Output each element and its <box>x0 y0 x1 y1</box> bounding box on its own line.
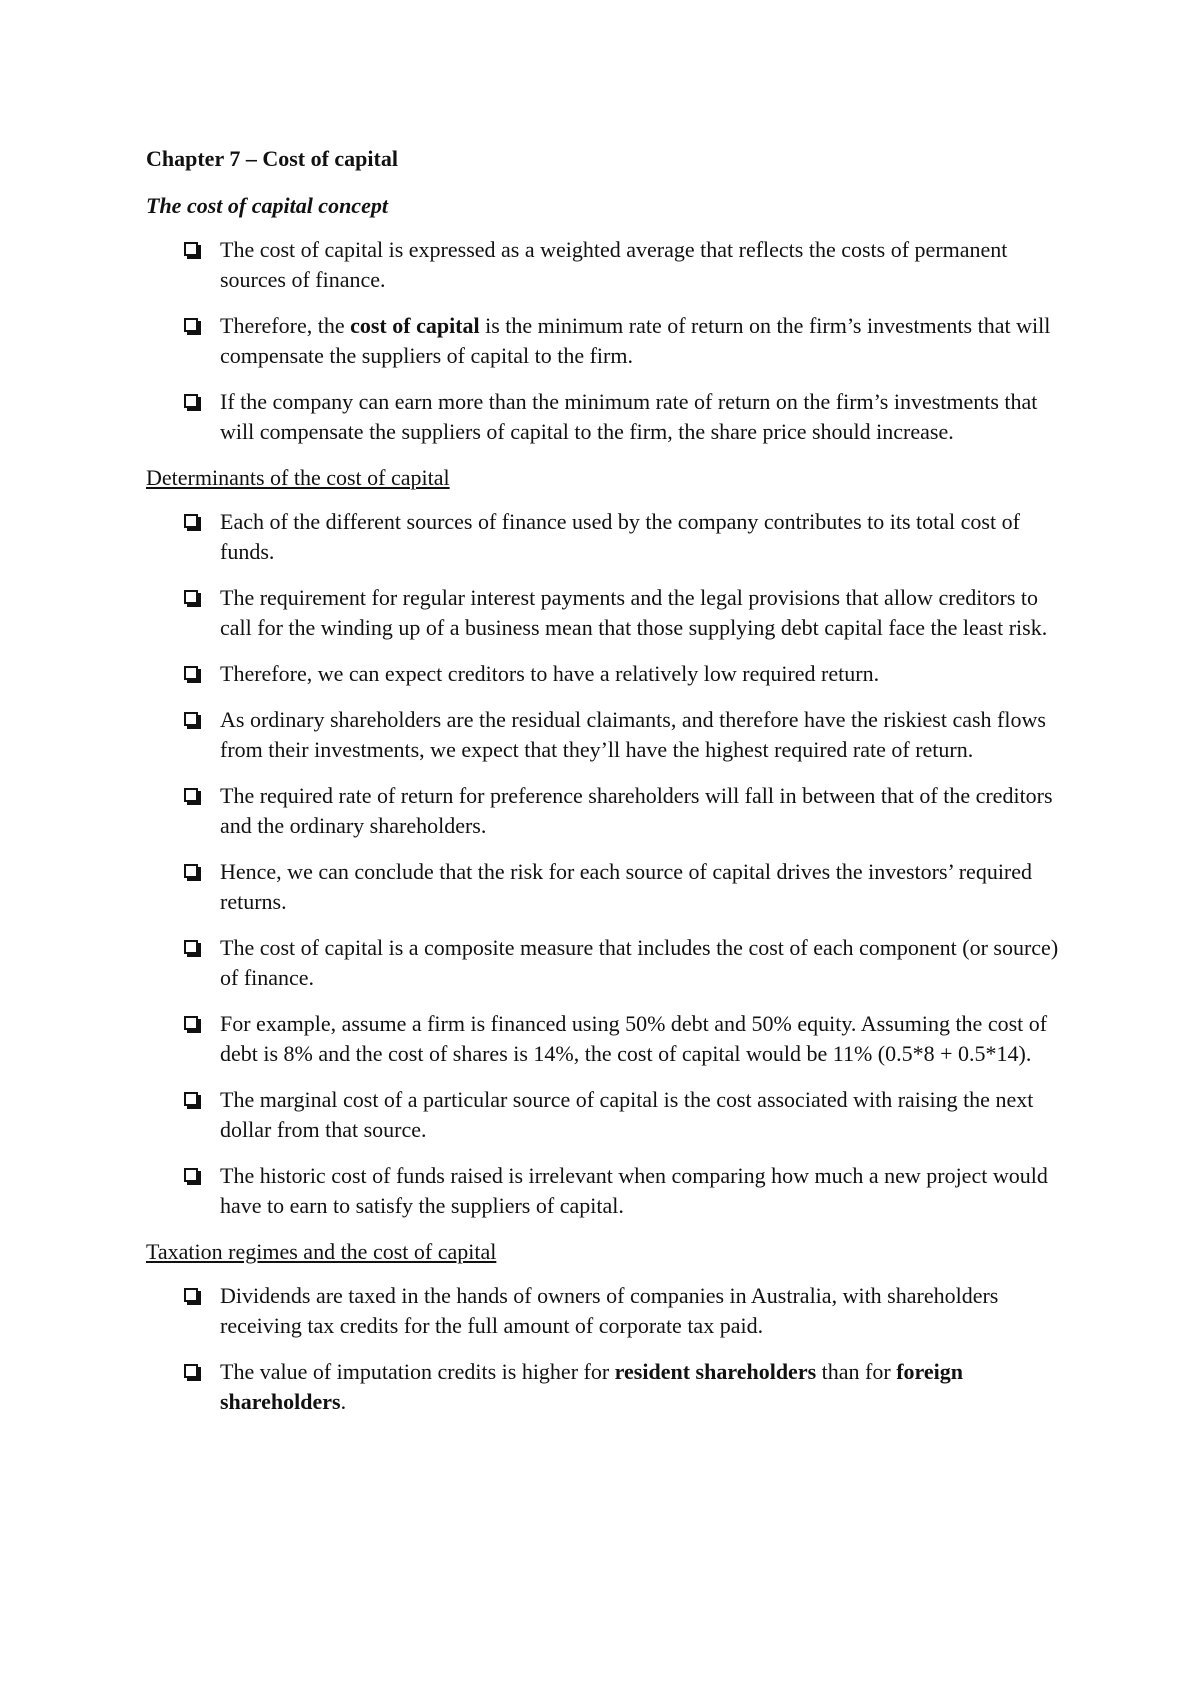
bullet-text: Therefore, the <box>220 313 351 338</box>
bold-term-resident-shareholders: resident shareholders <box>614 1359 817 1384</box>
bullet-text: Therefore, we can expect creditors to have a relatively low required return. <box>220 661 880 686</box>
section-heading-cost-of-capital-concept: The cost of capital concept <box>146 193 388 218</box>
bullet-text: Each of the different sources of finance used by the company contributes to its total cost of funds. <box>220 509 1020 564</box>
list-item <box>146 311 1066 371</box>
checkbox-bullet-icon <box>184 1288 198 1302</box>
section-heading-taxation-regimes: Taxation regimes and the cost of capital <box>146 1239 497 1264</box>
list-item <box>146 659 1066 689</box>
checkbox-bullet-icon <box>184 242 198 256</box>
bullet-text: The requirement for regular interest payments and the legal provisions that allow creditors to call for the winding up of a business mean that those supplying debt capital face the least risk. <box>220 585 1048 640</box>
bullet-text: The historic cost of funds raised is irrelevant when comparing how much a new project would have to earn to satisfy the suppliers of capital. <box>220 1163 1048 1218</box>
checkbox-bullet-icon <box>184 712 198 726</box>
section-heading-determinants: Determinants of the cost of capital <box>146 465 450 490</box>
bullet-text: The required rate of return for preference shareholders will fall in between that of the creditors and the ordinary shareholders. <box>220 783 1053 838</box>
checkbox-bullet-icon <box>184 940 198 954</box>
bullet-text: If the company can earn more than the minimum rate of return on the firm’s investments that will compensate the suppliers of capital to the firm, the share price should increase. <box>220 389 1038 444</box>
bullet-text: The cost of capital is expressed as a weighted average that reflects the costs of permanent sources of finance. <box>220 237 1008 292</box>
checkbox-bullet-icon <box>184 318 198 332</box>
checkbox-bullet-icon <box>184 788 198 802</box>
bullet-list-determinants <box>146 507 1066 1221</box>
list-item <box>146 235 1066 295</box>
list-item <box>146 1009 1066 1069</box>
list-item <box>146 1161 1066 1221</box>
checkbox-bullet-icon <box>184 514 198 528</box>
list-item <box>146 1085 1066 1145</box>
checkbox-bullet-icon <box>184 590 198 604</box>
checkbox-bullet-icon <box>184 1168 198 1182</box>
list-item <box>146 781 1066 841</box>
bullet-text: than for <box>816 1359 897 1384</box>
bold-term-cost-of-capital: cost of capital <box>350 313 480 338</box>
list-item <box>146 583 1066 643</box>
bullet-text: For example, assume a firm is financed using 50% debt and 50% equity. Assuming the cost of debt is 8% and the cost of shares is 14%, the cost of capital would be 11% (0.5*8 + 0.5*14). <box>220 1011 1048 1066</box>
list-item <box>146 1281 1066 1341</box>
checkbox-bullet-icon <box>184 1092 198 1106</box>
bullet-list-taxation <box>146 1281 1066 1417</box>
list-item <box>146 507 1066 567</box>
bullet-text: The value of imputation credits is higher for <box>220 1359 615 1384</box>
bullet-text: The cost of capital is a composite measure that includes the cost of each component (or source) of finance. <box>220 935 1059 990</box>
list-item <box>146 387 1066 447</box>
list-item <box>146 857 1066 917</box>
checkbox-bullet-icon <box>184 864 198 878</box>
bullet-text: . <box>340 1389 347 1414</box>
bullet-text: The marginal cost of a particular source of capital is the cost associated with raising the next dollar from that source. <box>220 1087 1034 1142</box>
bullet-text: is the minimum rate of return on the firm’s investments that will compensate the suppliers of capital to the firm. <box>220 313 1051 368</box>
bullet-text: Hence, we can conclude that the risk for each source of capital drives the investors’ required returns. <box>220 859 1033 914</box>
document-page <box>146 144 1066 1433</box>
list-item <box>146 933 1066 993</box>
bullet-text: Dividends are taxed in the hands of owners of companies in Australia, with shareholders receiving tax credits for the full amount of corporate tax paid. <box>220 1283 999 1338</box>
chapter-title: Chapter 7 – Cost of capital <box>146 146 398 171</box>
list-item <box>146 705 1066 765</box>
checkbox-bullet-icon <box>184 666 198 680</box>
checkbox-bullet-icon <box>184 394 198 408</box>
checkbox-bullet-icon <box>184 1364 198 1378</box>
bullet-list-concept <box>146 235 1066 447</box>
bullet-text: As ordinary shareholders are the residual claimants, and therefore have the riskiest cash flows from their investments, we expect that they’ll have the highest required rate of return. <box>220 707 1046 762</box>
checkbox-bullet-icon <box>184 1016 198 1030</box>
list-item <box>146 1357 1066 1417</box>
bold-term-foreign-shareholders: foreign shareholders <box>220 1359 963 1414</box>
